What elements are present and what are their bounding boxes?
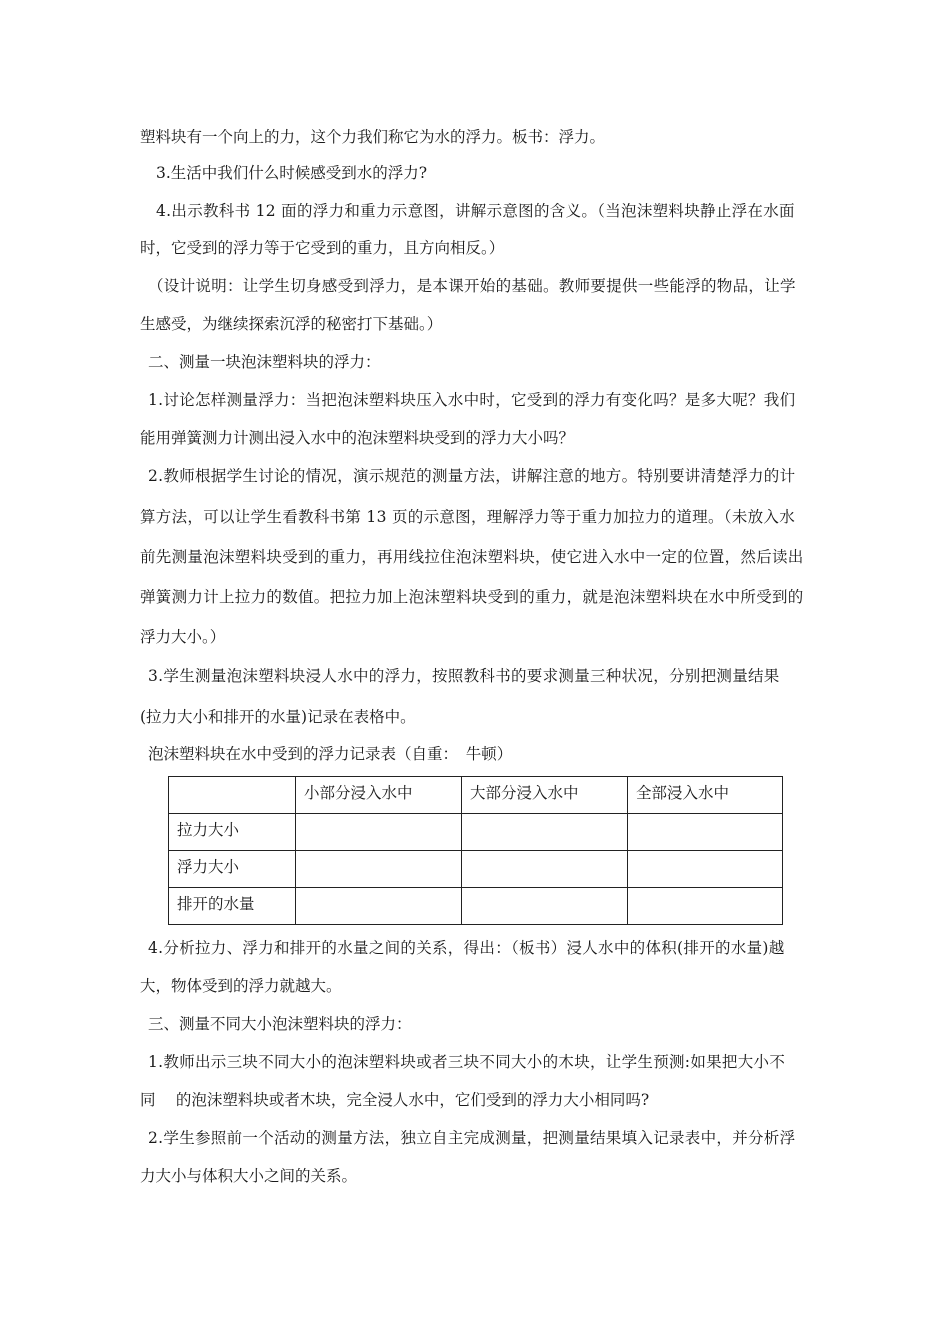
text-line: 2.学生参照前一个活动的测量方法，独立自主完成测量，把测量结果填入记录表中，并分析浮 [148,1129,796,1147]
text-line: 3.学生测量泡沫塑料块浸人水中的浮力，按照教科书的要求测量三种状况，分别把测量结果 [148,667,780,685]
text-line: 浮力大小。） [140,628,226,646]
table-cell [462,888,628,925]
row-label: 拉力大小 [169,814,296,851]
text-line: (拉力大小和排开的水量)记录在表格中。 [140,708,416,726]
text-line: 弹簧测力计上拉力的数值。把拉力加上泡沫塑料块受到的重力，就是泡沫塑料块在水中所受到的 [140,588,804,606]
table-header-cell: 全部浸入水中 [628,777,783,814]
text-line: 3.生活中我们什么时候感受到水的浮力? [156,164,428,182]
table-header-cell [169,777,296,814]
section-heading: 二、测量一块泡沫塑料块的浮力： [148,353,381,371]
section-heading: 三、测量不同大小泡沫塑料块的浮力： [148,1015,412,1033]
text-line: 前先测量泡沫塑料块受到的重力，再用线拉住泡沫塑料块，使它进入水中一定的位置，然后读出 [140,548,804,566]
table-header-cell: 大部分浸入水中 [462,777,628,814]
text-line: 4.分析拉力、浮力和排开的水量之间的关系，得出：（板书）浸人水中的体积(排开的水量)越 [148,939,785,957]
text-line: 时，它受到的浮力等于它受到的重力，且方向相反。） [140,239,505,257]
text-line: 2.教师根据学生讨论的情况，演示规范的测量方法，讲解注意的地方。特别要讲清楚浮力的计 [148,467,796,485]
table-header-row [169,777,783,814]
table-cell [296,851,462,888]
text-line: 1.教师出示三块不同大小的泡沫塑料块或者三块不同大小的木块，让学生预测:如果把大小不 [148,1053,786,1071]
text-line: 力大小与体积大小之间的关系。 [140,1167,358,1185]
text-line: 1.讨论怎样测量浮力：当把泡沫塑料块压入水中时，它受到的浮力有变化吗？是多大呢？我们 [148,391,796,409]
table-row [169,814,783,851]
table-header-cell: 小部分浸入水中 [296,777,462,814]
table-cell [628,814,783,851]
text-line: 同 的泡沫塑料块或者木块，完全浸人水中，它们受到的浮力大小相同吗? [140,1091,650,1109]
table-cell [628,888,783,925]
table-row [169,888,783,925]
text-line: 生感受，为继续探索沉浮的秘密打下基础。） [140,315,443,333]
table-cell [628,851,783,888]
text-line: 能用弹簧测力计测出浸入水中的泡沫塑料块受到的浮力大小吗？ [140,429,575,447]
text-line: 4.出示教科书 12 面的浮力和重力示意图，讲解示意图的含义。（当泡沫塑料块静止浮在水面 [156,202,795,220]
table-cell [462,814,628,851]
design-note: （设计说明：让学生切身感受到浮力，是本课开始的基础。教师要提供一些能浮的物品，让学 [148,277,796,295]
row-label: 浮力大小 [169,851,296,888]
row-label: 排开的水量 [169,888,296,925]
buoyancy-record-table [168,776,783,925]
table-cell [296,888,462,925]
table-cell [462,851,628,888]
text-line: 大，物体受到的浮力就越大。 [140,977,342,995]
table-row [169,851,783,888]
table-caption: 泡沫塑料块在水中受到的浮力记录表（自重： 牛顿） [148,745,513,763]
table-cell [296,814,462,851]
text-line: 塑料块有一个向上的力，这个力我们称它为水的浮力。板书：浮力。 [140,128,606,146]
text-line: 算方法，可以让学生看教科书第 13 页的示意图，理解浮力等于重力加拉力的道理。（未放入水 [140,508,796,526]
